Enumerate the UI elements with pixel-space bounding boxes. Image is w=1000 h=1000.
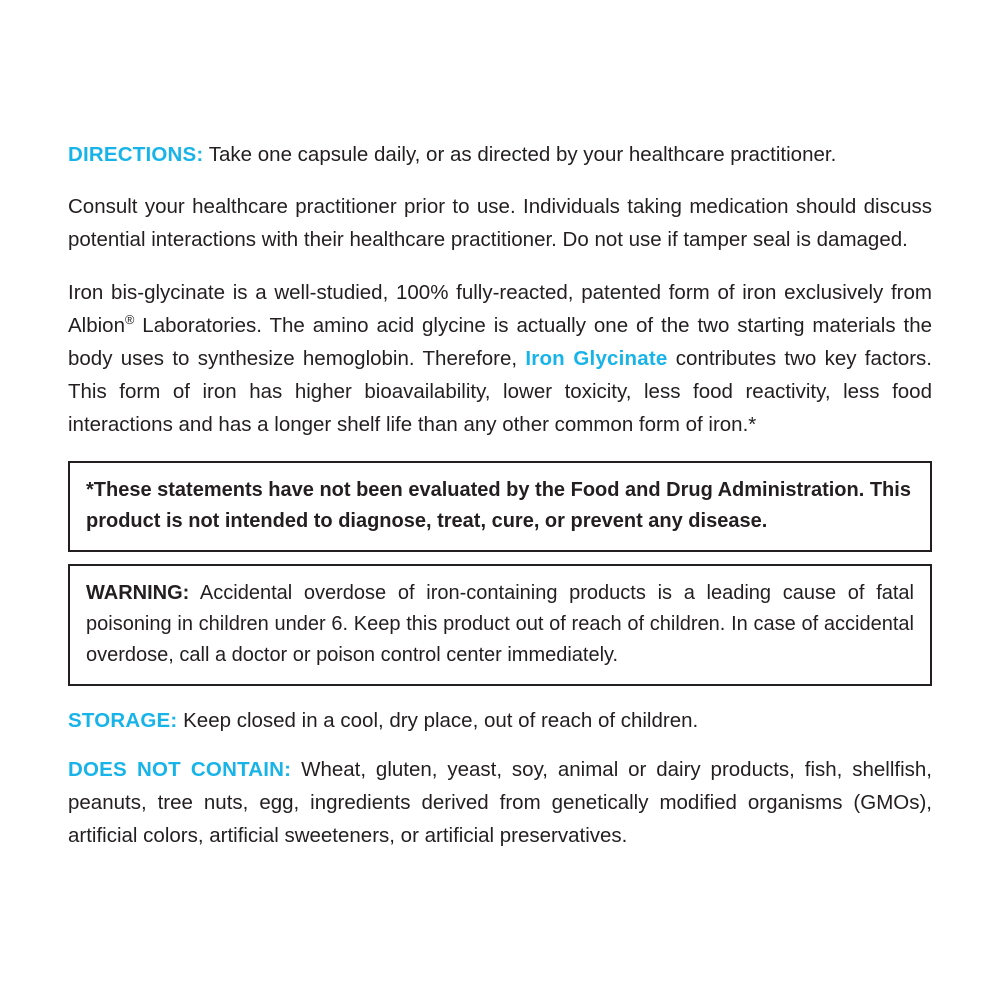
iron-paragraph-part2: Laboratories. The amino acid glycine is actually one of the two starting materials the body uses to synthesize hemoglobin. Therefore, [68, 314, 932, 370]
does-not-contain-label: DOES NOT CONTAIN: [68, 758, 292, 781]
fda-disclaimer-text: *These statements have not been evaluated by the Food and Drug Administration. This product is not intended to diagnose, treat, cure, or prevent any disease. [86, 479, 911, 532]
iron-paragraph-part1: Iron bis-glycinate is a well-studied, 100% fully-reacted, patented form of iron exclusively from Albion [68, 281, 932, 337]
storage-label: STORAGE: [68, 709, 178, 732]
warning-box [68, 564, 932, 686]
directions-text: Take one capsule daily, or as directed by your healthcare practitioner. [203, 143, 837, 166]
does-not-contain-text: Wheat, gluten, yeast, soy, animal or dairy products, fish, shellfish, peanuts, tree nuts, egg, ingredients derived from genetically modified organisms (GMOs), artificial colors, artificial sweeteners, or artificial preservatives. [68, 758, 932, 847]
fda-disclaimer-box [68, 461, 932, 552]
directions-line [68, 138, 932, 171]
registered-trademark-symbol: ® [125, 312, 135, 328]
storage-line [68, 704, 932, 737]
directions-label: DIRECTIONS: [68, 143, 204, 166]
iron-glycinate-highlight: Iron Glycinate [525, 347, 668, 370]
consult-paragraph: Consult your healthcare practitioner prior to use. Individuals taking medication should discuss potential interactions with their healthcare practitioner. Do not use if tamper seal is damaged. [68, 195, 932, 251]
iron-paragraph-part3: contributes two key factors. This form of iron has higher bioavailability, lower toxicity, less food reactivity, less food interactions and has a longer shelf life than any other common form of iron.* [68, 347, 932, 436]
warning-label: WARNING: [86, 582, 190, 604]
warning-paragraph [86, 578, 914, 671]
does-not-contain-paragraph [68, 753, 932, 852]
warning-text: Accidental overdose of iron-containing products is a leading cause of fatal poisoning in children under 6. Keep this product out of reach of children. In case of accidental overdose, call a doctor or poison control center immediately. [86, 582, 914, 666]
iron-glycinate-paragraph [68, 276, 932, 441]
storage-text: Keep closed in a cool, dry place, out of reach of children. [177, 709, 699, 732]
